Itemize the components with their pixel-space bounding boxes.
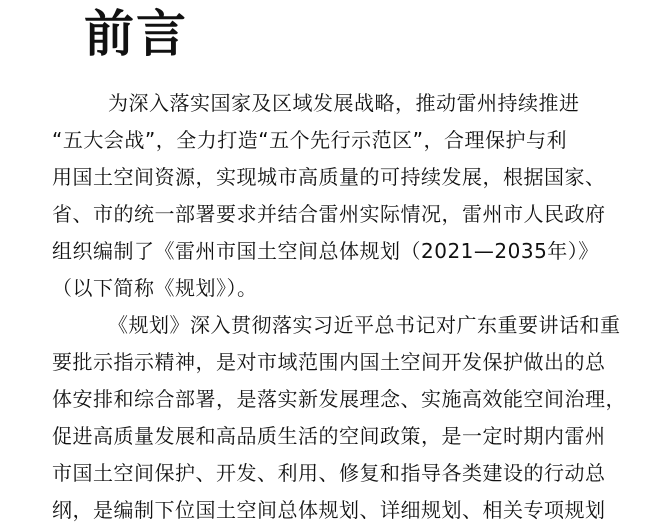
paragraph-line: 纲，是编制下位国土空间总体规划、详细规划、相关专项规划 [52,498,606,522]
page-title: 前言 [84,5,188,63]
paragraph-line: “五大会战”，全力打造“五个先行示范区”，合理保护与利 [52,128,567,152]
paragraph-line: 《规划》深入贯彻落实习近平总书记对广东重要讲话和重 [108,313,621,337]
paragraph-line: 体安排和综合部署，是落实新发展理念、实施高效能空间治理， [52,387,626,411]
paragraph-line: 市国土空间保护、开发、利用、修复和指导各类建设的行动总 [52,461,606,485]
paragraph-line: （以下简称《规划》）。 [52,276,258,300]
paragraph-line: 用国土空间资源，实现城市高质量的可持续发展，根据国家、 [52,165,606,189]
paragraph-line: 促进高质量发展和高品质生活的空间政策，是一定时期内雷州 [52,424,606,448]
paragraph-line: 组织编制了《雷州市国土空间总体规划（2021—2035年）》 [52,239,599,263]
paragraph-line: 省、市的统一部署要求并结合雷州实际情况，雷州市人民政府 [52,202,606,226]
paragraph-line: 为深入落实国家及区域发展战略，推动雷州持续推进 [108,91,580,115]
paragraph-line: 要批示指示精神，是对市域范围内国土空间开发保护做出的总 [52,350,606,374]
